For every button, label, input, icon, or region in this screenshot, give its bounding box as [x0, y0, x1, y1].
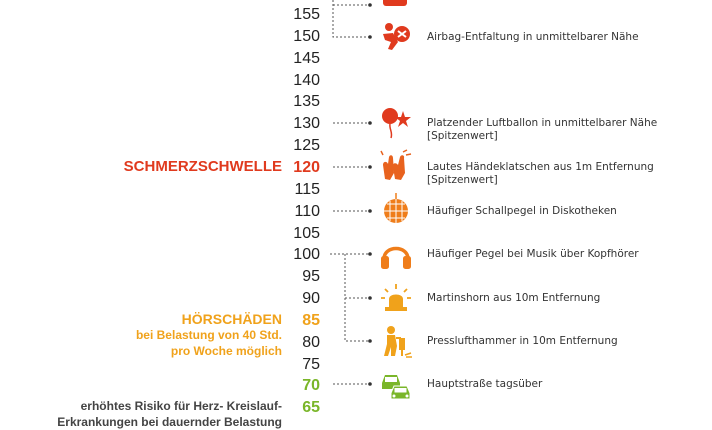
caption-jackhammer: Presslufthammer in 10m Entfernung: [427, 335, 618, 347]
scale-value-90: 90: [302, 290, 320, 307]
caption-headphones: Häufiger Pegel bei Musik über Kopfhörer: [427, 248, 639, 260]
scale-value-70: 70: [302, 377, 320, 394]
caption-clapping: Lautes Händeklatschen aus 1m Entfernung: [427, 161, 654, 173]
headphones-icon: [379, 237, 413, 271]
hearing-damage-title: HÖRSCHÄDEN: [181, 311, 282, 327]
caption-airbag: Airbag-Entfaltung in unmittelbarer Nähe: [427, 31, 639, 43]
scale-value-130: 130: [293, 115, 320, 132]
health-risk-line2: Erkrankungen bei dauernder Belastung: [57, 415, 282, 429]
disco-ball-icon: [379, 193, 413, 227]
caption-traffic: Hauptstraße tagsüber: [427, 378, 543, 390]
scale-value-115: 115: [294, 181, 320, 198]
scale-value-155: 155: [293, 6, 320, 23]
scale-value-100: 100: [293, 246, 320, 263]
caption-clapping-note: [Spitzenwert]: [427, 174, 498, 186]
caption-balloon-note: [Spitzenwert]: [427, 130, 498, 142]
scale-value-140: 140: [293, 72, 320, 89]
siren-icon: [379, 281, 413, 315]
scale-value-75: 75: [302, 356, 320, 373]
scale-value-65: 65: [302, 399, 320, 416]
caption-siren: Martinshorn aus 10m Entfernung: [427, 292, 601, 304]
scale-value-125: 125: [293, 137, 320, 154]
balloon-icon: [379, 105, 413, 139]
hearing-damage-line1: bei Belastung von 40 Std.: [135, 328, 282, 342]
airbag-icon: [379, 20, 413, 54]
scale-value-110: 110: [294, 203, 320, 220]
scale-value-85: 85: [302, 312, 320, 329]
clapping-hands-icon: [379, 149, 413, 183]
scale-value-150: 150: [293, 28, 320, 45]
caption-disco: Häufiger Schallpegel in Diskotheken: [427, 205, 617, 217]
hearing-damage-line2: pro Woche möglich: [170, 344, 282, 358]
scale-value-80: 80: [302, 334, 320, 351]
scale-value-95: 95: [302, 268, 320, 285]
health-risk-line1: erhöhtes Risiko für Herz- Kreislauf-: [80, 399, 282, 413]
scale-value-135: 135: [293, 93, 320, 110]
scale-value-105: 105: [293, 225, 320, 242]
jackhammer-icon: [379, 324, 413, 358]
traffic-cars-icon: [379, 367, 413, 401]
scale-value-120: 120: [293, 159, 320, 176]
scale-value-145: 145: [293, 50, 320, 67]
pain-threshold-label: SCHMERZSCHWELLE: [123, 158, 282, 175]
caption-balloon: Platzender Luftballon in unmittelbarer Nähe: [427, 117, 658, 129]
